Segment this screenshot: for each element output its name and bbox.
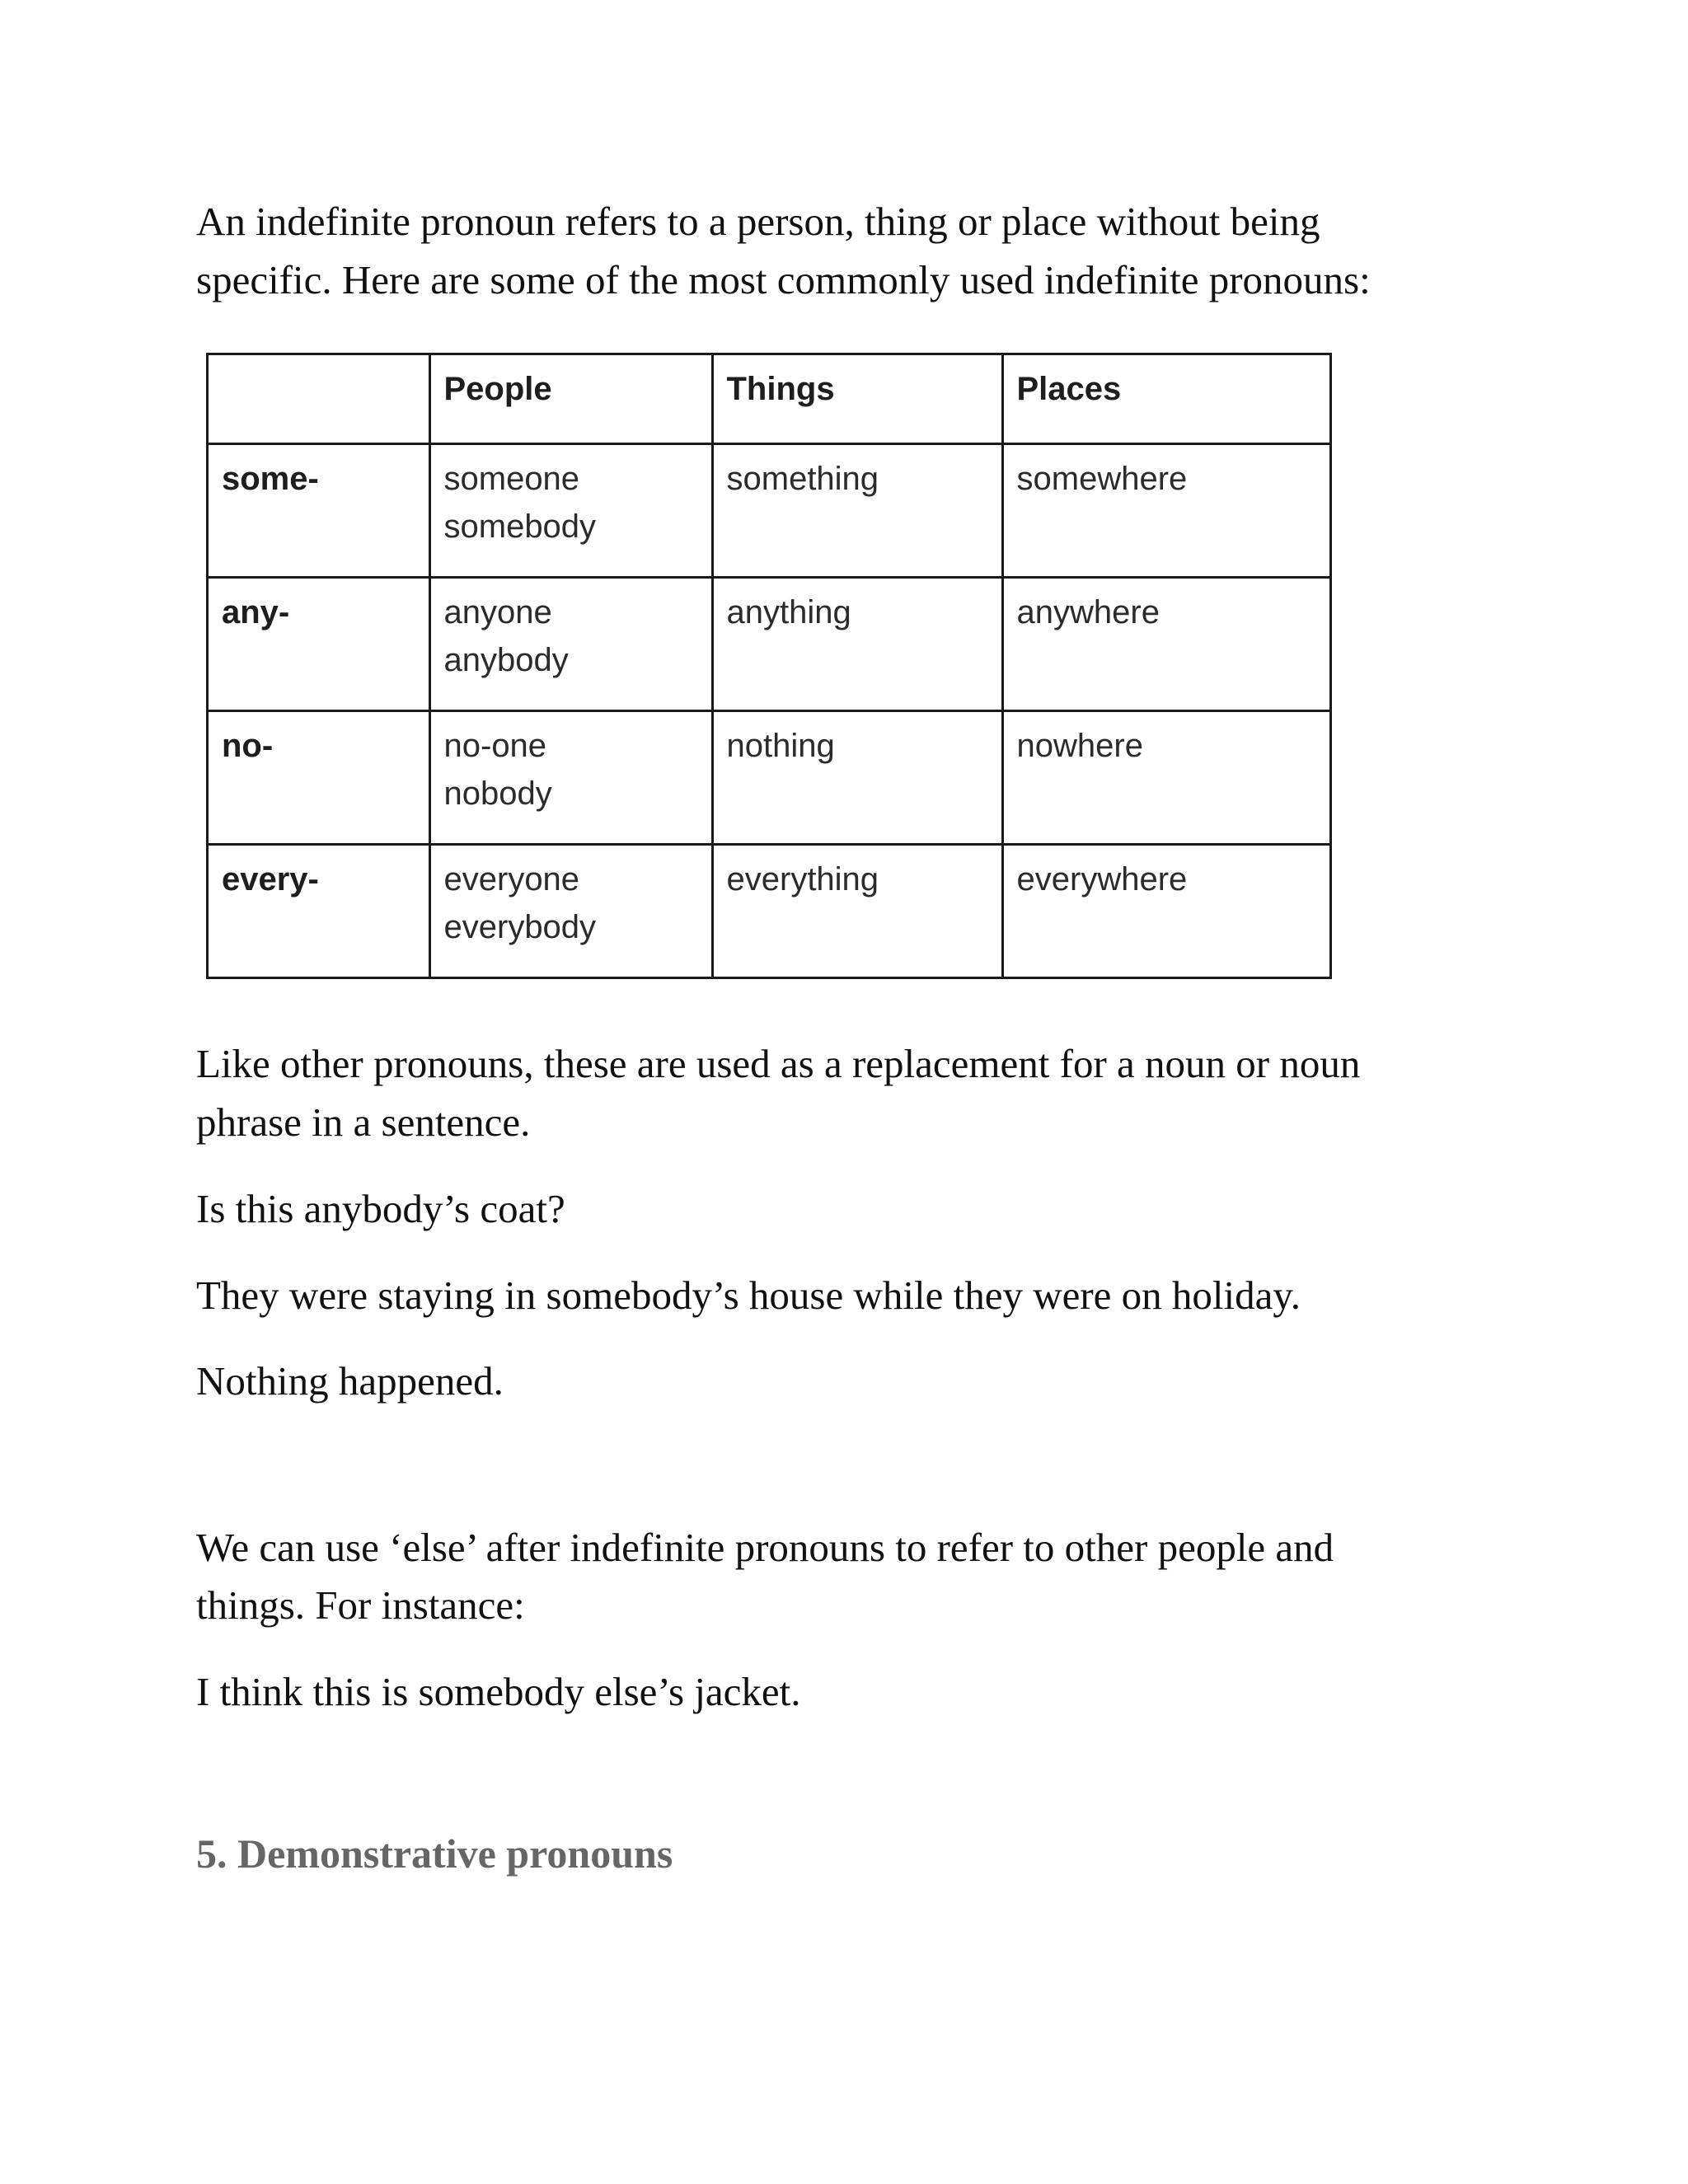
header-people: People (429, 355, 712, 443)
table-row (209, 710, 1329, 844)
table-header-row (209, 355, 1329, 443)
people-word: everyone (443, 860, 580, 898)
like-line-2: phrase in a sentence. (196, 1099, 531, 1145)
section-heading: 5. Demonstrative pronouns (196, 1830, 673, 1877)
places-cell: everywhere (1002, 844, 1329, 977)
table-row (209, 577, 1329, 710)
people-word: anyone (443, 593, 552, 630)
row-prefix: no- (209, 710, 429, 844)
people-cell (429, 443, 712, 577)
pronoun-table (209, 355, 1329, 977)
table-row (209, 844, 1329, 977)
table-row (209, 443, 1329, 577)
people-cell (429, 844, 712, 977)
things-cell: everything (712, 844, 1002, 977)
people-word: someone (443, 460, 580, 497)
else-line-2: things. For instance: (196, 1582, 525, 1628)
example-sentence-3: Nothing happened. (196, 1358, 504, 1404)
row-prefix: any- (209, 577, 429, 710)
header-things: Things (712, 355, 1002, 443)
header-empty (209, 355, 429, 443)
people-word: anybody (443, 641, 569, 678)
intro-line-2: specific. Here are some of the most commonly used indefinite pronouns: (196, 257, 1371, 302)
indefinite-pronoun-table (206, 353, 1332, 979)
things-cell: nothing (712, 710, 1002, 844)
header-places: Places (1002, 355, 1329, 443)
people-cell (429, 577, 712, 710)
places-cell: nowhere (1002, 710, 1329, 844)
people-word: somebody (443, 508, 597, 545)
places-cell: somewhere (1002, 443, 1329, 577)
example-sentence-4: I think this is somebody else’s jacket. (196, 1669, 801, 1714)
example-sentence-1: Is this anybody’s coat? (196, 1186, 565, 1231)
else-line-1: We can use ‘else’ after indefinite pronouns to refer to other people and (196, 1525, 1334, 1570)
people-word: nobody (443, 775, 552, 812)
things-cell: anything (712, 577, 1002, 710)
people-word: no-one (443, 727, 547, 764)
places-cell: anywhere (1002, 577, 1329, 710)
things-cell: something (712, 443, 1002, 577)
row-prefix: some- (209, 443, 429, 577)
row-prefix: every- (209, 844, 429, 977)
example-sentence-2: They were staying in somebody’s house while they were on holiday. (196, 1272, 1301, 1318)
like-line-1: Like other pronouns, these are used as a replacement for a noun or noun (196, 1041, 1361, 1086)
people-word: everybody (443, 908, 597, 945)
people-cell (429, 710, 712, 844)
intro-line-1: An indefinite pronoun refers to a person, thing or place without being (196, 199, 1320, 244)
